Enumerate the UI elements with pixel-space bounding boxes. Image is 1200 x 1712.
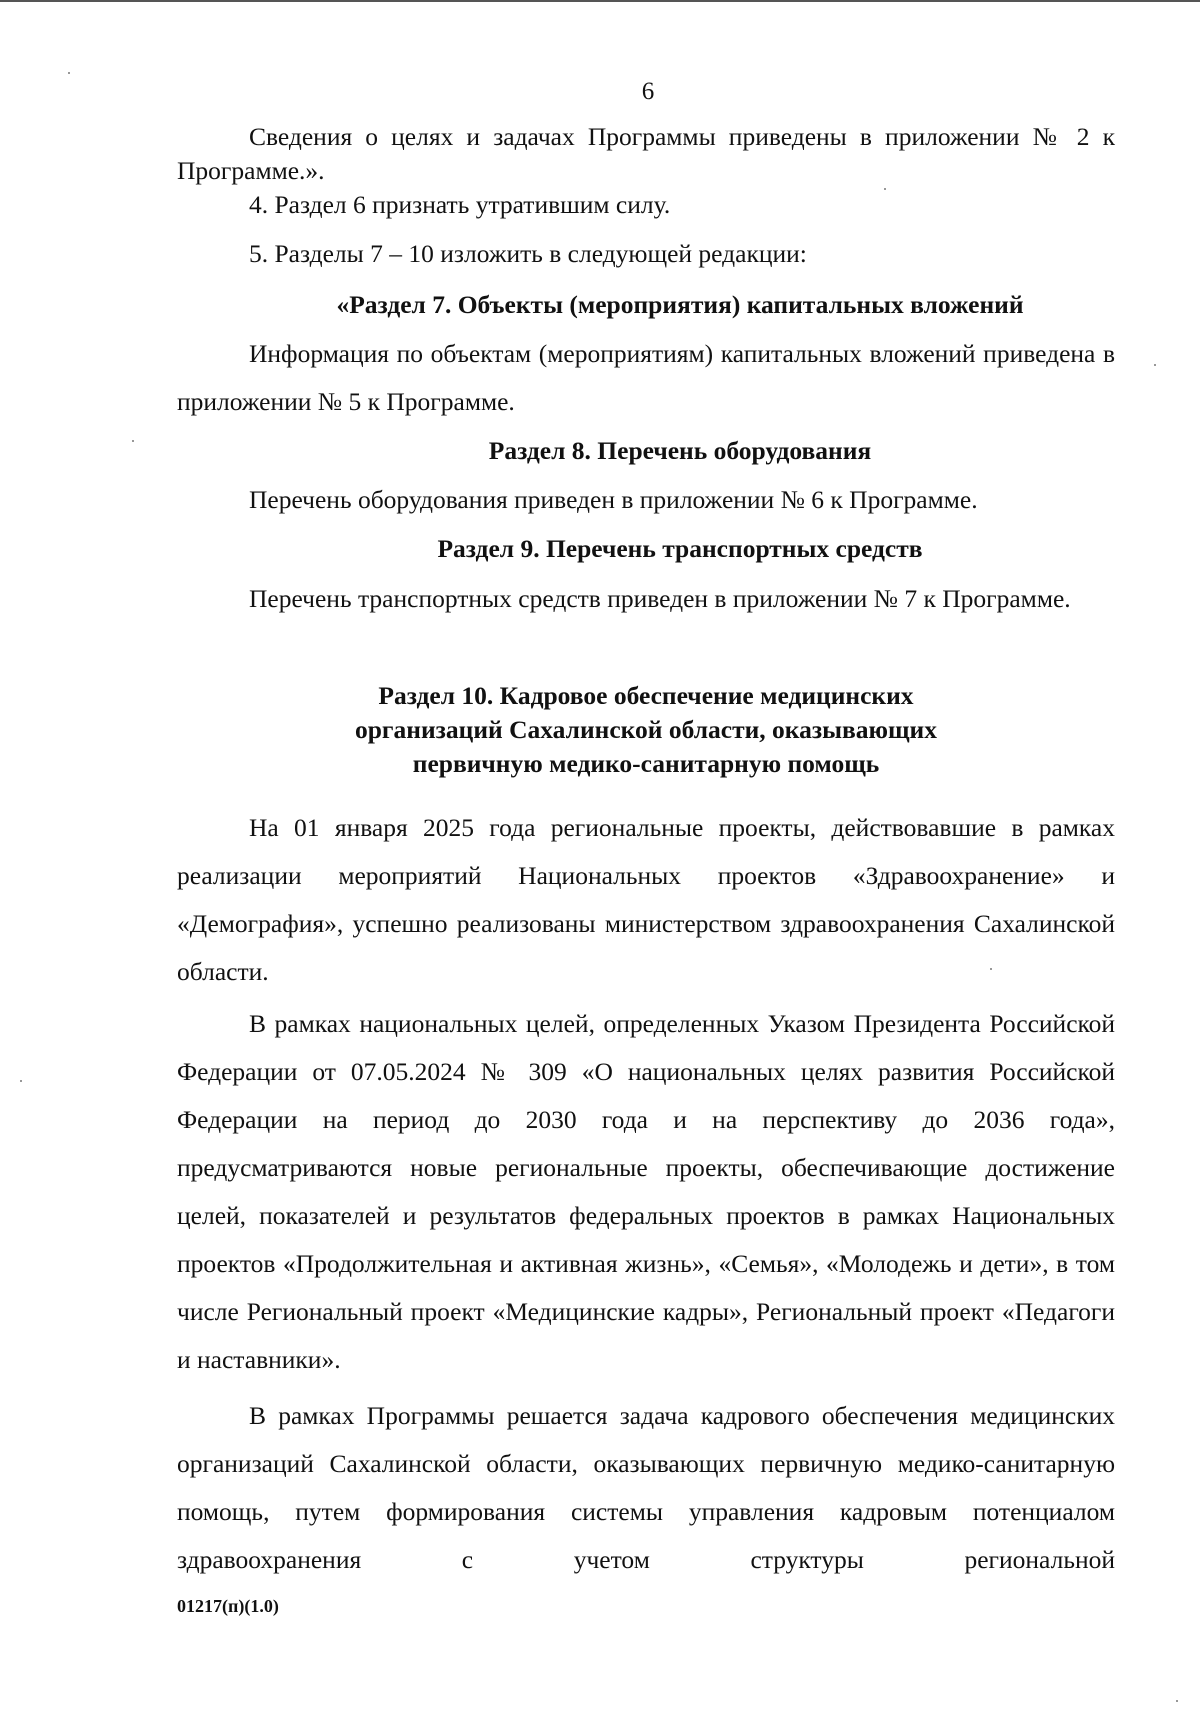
- scan-speck: [1176, 1700, 1178, 1702]
- paragraph-program-task: В рамках Программы решается задача кадрового обеспечения медицинских организаций Сахалинской области, оказывающих первичную медико-санитарную помощь, путем формирования системы управления кадровым потенциалом здравоохранения с учетом структуры региональной: [177, 1401, 1115, 1574]
- scan-speck: [1154, 364, 1156, 366]
- heading-section-8: Раздел 8. Перечень оборудования: [488, 436, 872, 465]
- heading-section-7: «Раздел 7. Объекты (мероприятия) капитальных вложений: [336, 290, 1024, 319]
- paragraph-section-8: Перечень оборудования приведен в приложении № 6 к Программе.: [249, 485, 978, 514]
- paragraph-item-5: 5. Разделы 7 – 10 изложить в следующей редакции:: [249, 239, 807, 268]
- paragraph-section-7: Информация по объектам (мероприятиям) капитальных вложений приведена в приложении № 5 к Программе.: [177, 339, 1115, 416]
- heading-section-10-line-1: Раздел 10. Кадровое обеспечение медицинских: [378, 681, 914, 710]
- heading-section-10: [177, 679, 1115, 781]
- heading-section-9: Раздел 9. Перечень транспортных средств: [437, 534, 923, 563]
- paragraph-section-9: Перечень транспортных средств приведен в приложении № 7 к Программе.: [249, 584, 1071, 613]
- heading-section-10-line-3: первичную медико-санитарную помощь: [412, 749, 880, 778]
- page-top-edge: [0, 0, 1200, 2]
- page-number: 6: [641, 78, 655, 105]
- heading-section-10-line-2: организаций Сахалинской области, оказывающих: [355, 715, 937, 744]
- scan-speck: [990, 968, 992, 970]
- scan-speck: [884, 188, 886, 190]
- document-footer-code: 01217(п)(1.0): [177, 1596, 279, 1616]
- scan-speck: [20, 1080, 22, 1082]
- scan-speck: [68, 72, 70, 74]
- paragraph-item-4: 4. Раздел 6 признать утратившим силу.: [249, 190, 671, 219]
- paragraph-goals-reference: Сведения о целях и задачах Программы приведены в приложении № 2 к Программе.».: [177, 122, 1115, 185]
- paragraph-national-goals: В рамках национальных целей, определенных Указом Президента Российской Федерации от 07.05.2024 № 309 «О национальных целях развития Российской Федерации на период до 2030 года и на перспективу до 2036 года», предусматриваются новые региональные проекты, обеспечивающие достижение целей, показателей и результатов федеральных проектов в рамках Национальных проектов «Продолжительная и активная жизнь», «Семья», «Молодежь и дети», в том числе Региональный проект «Медицинские кадры», Региональный проект «Педагоги и наставники».: [177, 1009, 1115, 1374]
- scan-speck: [132, 440, 134, 442]
- paragraph-regional-projects: На 01 января 2025 года региональные проекты, действовавшие в рамках реализации мероприятий Национальных проектов «Здравоохранение» и «Демография», успешно реализованы министерством здравоохранения Сахалинской области.: [177, 813, 1115, 986]
